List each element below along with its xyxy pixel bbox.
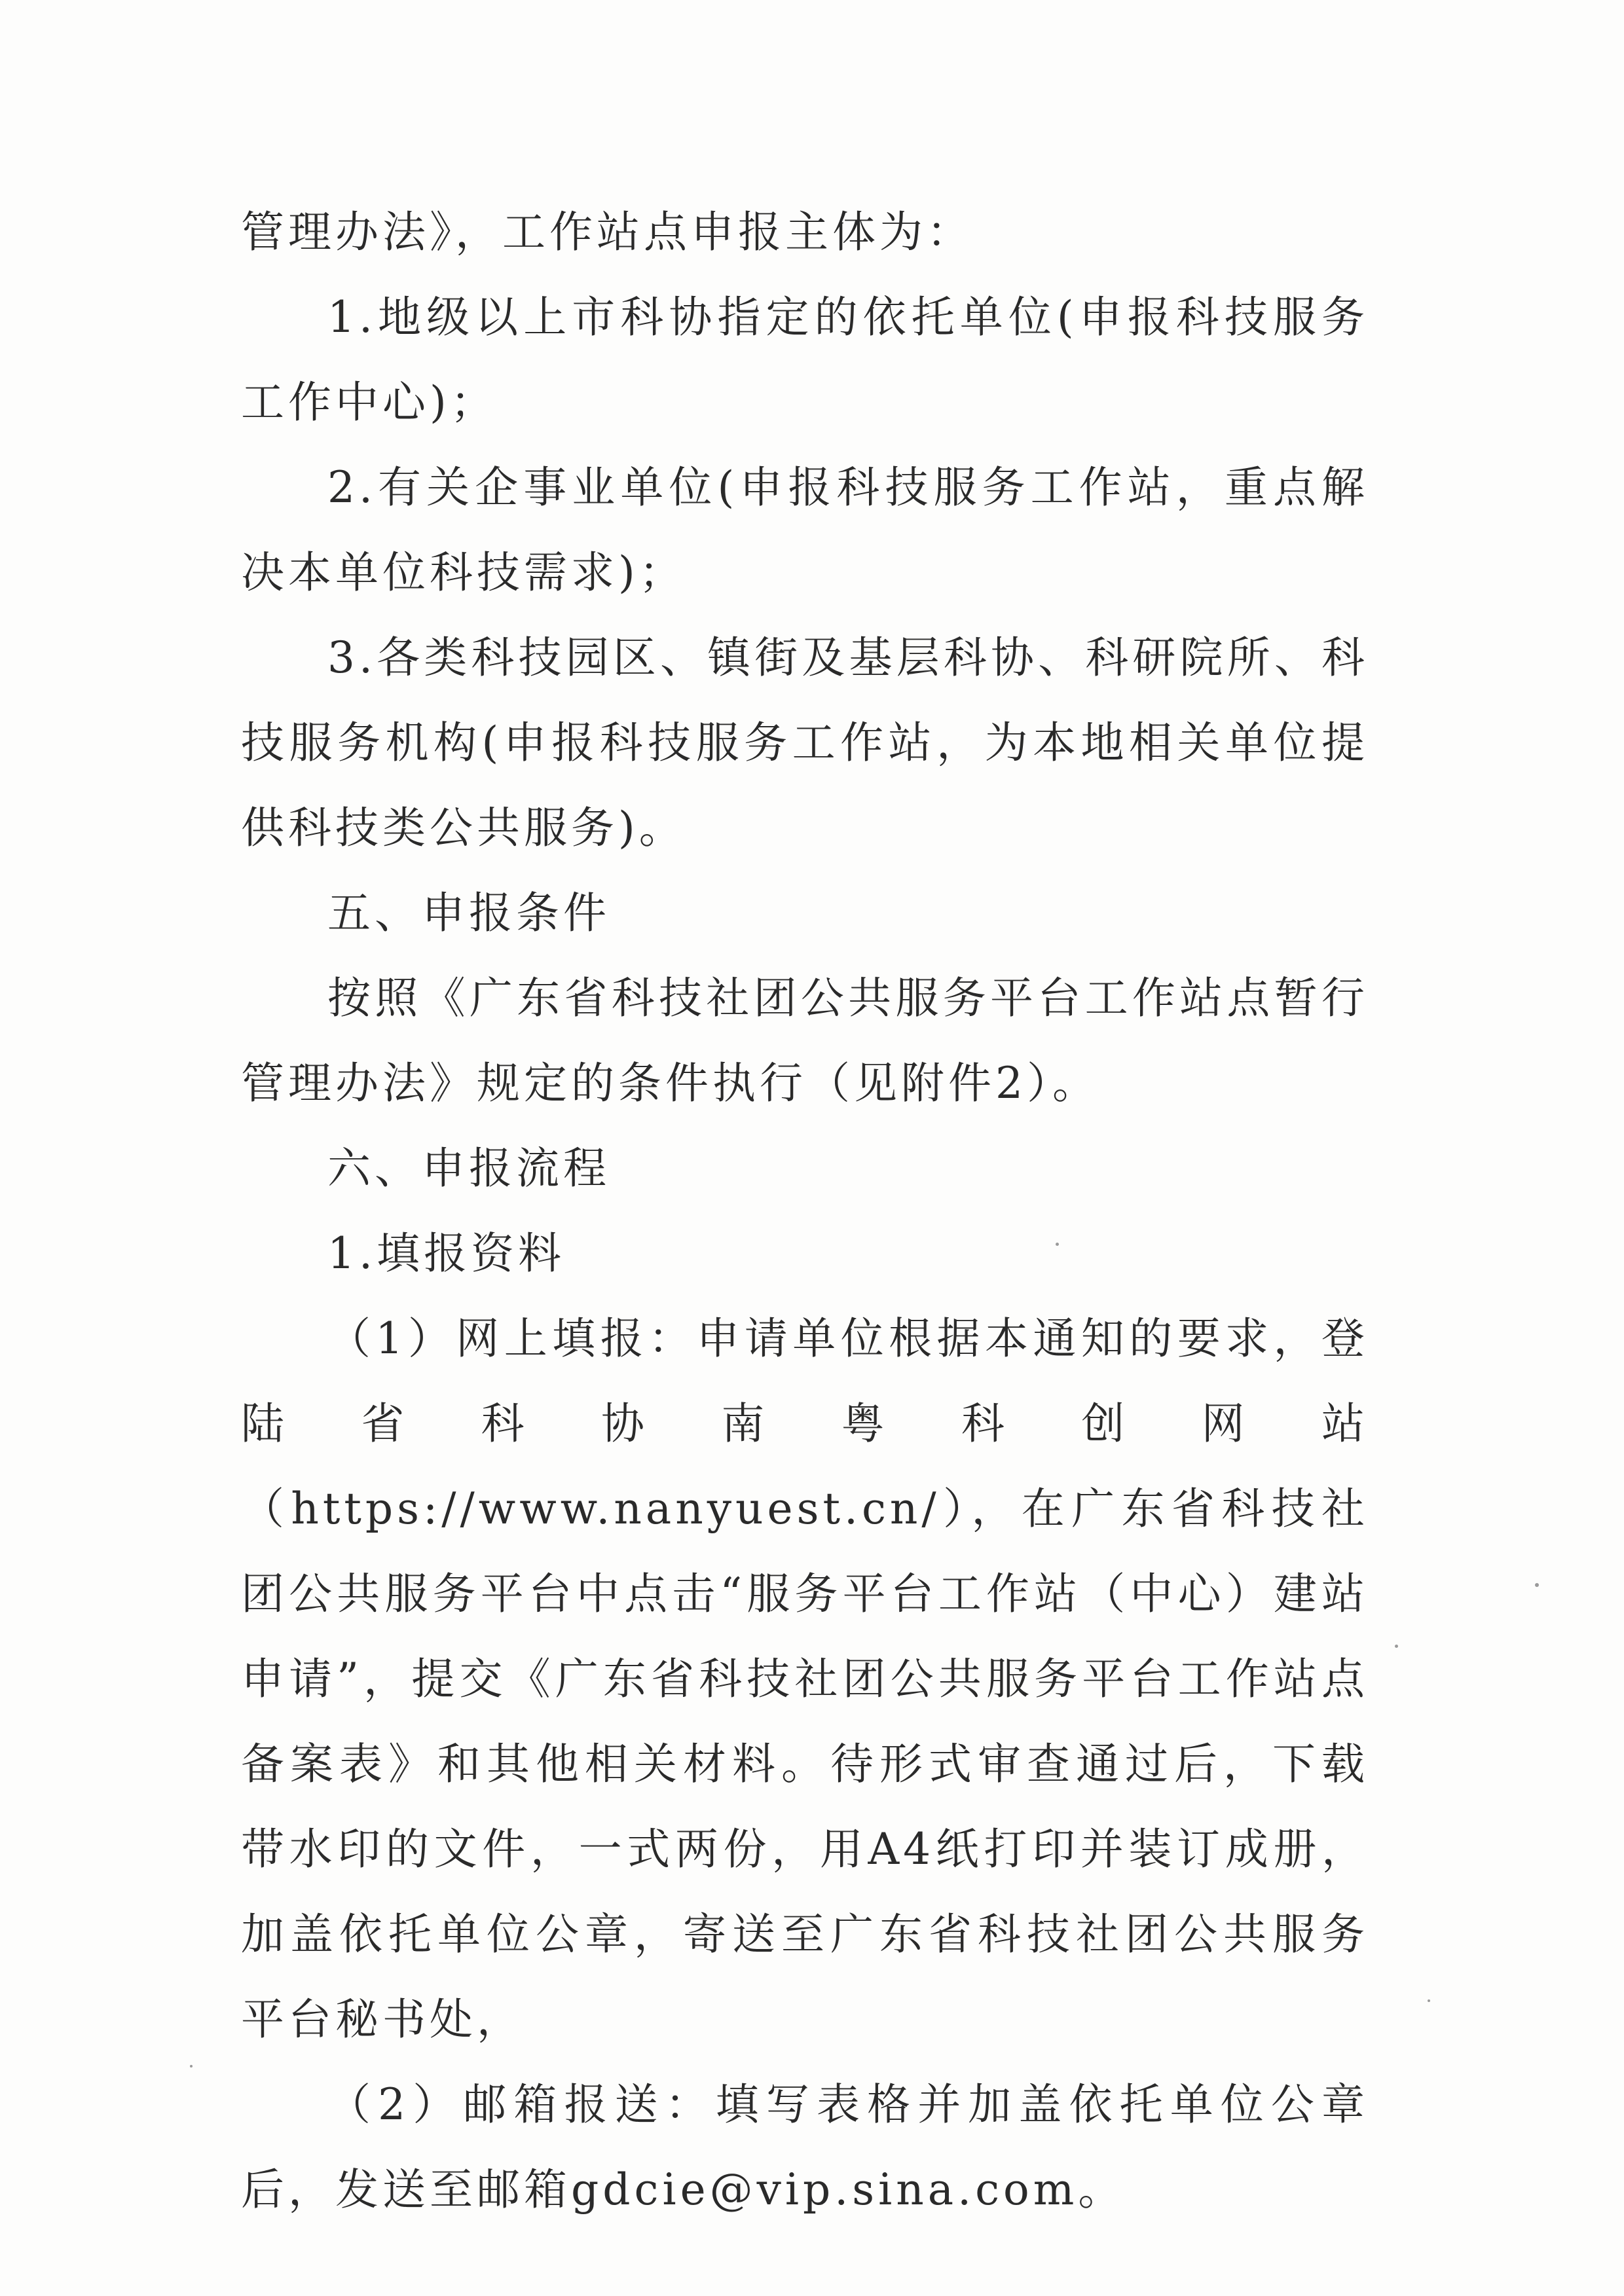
paragraph-intro: 管理办法》，工作站点申报主体为： [241,207,974,257]
scan-speck [190,2065,193,2068]
document-body [241,190,1369,2232]
scan-speck [1395,1645,1398,1648]
paragraph-item-2: 2.有关企事业单位(申报科技服务工作站，重点解决本单位科技需求)； [241,462,1369,598]
paragraph-item-3: 3.各类科技园区、镇街及基层科协、科研院所、科技服务机构(申报科技服务工作站，为本地相关单位提供科技类公共服务)。 [241,632,1369,853]
scan-speck [1535,1583,1539,1587]
section-heading-6: 六、申报流程 [327,1143,610,1194]
paragraph-conditions: 按照《广东省科技社团公共服务平台工作站点暂行管理办法》规定的条件执行（见附件2）。 [241,973,1369,1108]
scan-speck [1056,1243,1059,1246]
subheading-fill-materials: 1.填报资料 [327,1228,565,1279]
section-heading-5: 五、申报条件 [327,888,610,938]
paragraph-email-submission: （2）邮箱报送：填写表格并加盖依托单位公章后，发送至邮箱gdcie@vip.sina.com。 [241,2079,1369,2215]
paragraph-online-submission: （1）网上填报：申请单位根据本通知的要求，登陆省科协南粤科创网站（https://www.nanyuest.cn/），在广东省科技社团公共服务平台中点击“服务平台工作站（中心）建站申请”，提交《广东省科技社团公共服务平台工作站点备案表》和其他相关材料。待形式审查通过后，下载带水印的文件，一式两份，用A4纸打印并装订成册，加盖依托单位公章，寄送至广东省科技社团公共服务平台秘书处， [241,1313,1369,2045]
paragraph-item-1: 1.地级以上市科协指定的依托单位(申报科技服务工作中心)； [241,292,1369,428]
scan-speck [1428,1999,1430,2002]
